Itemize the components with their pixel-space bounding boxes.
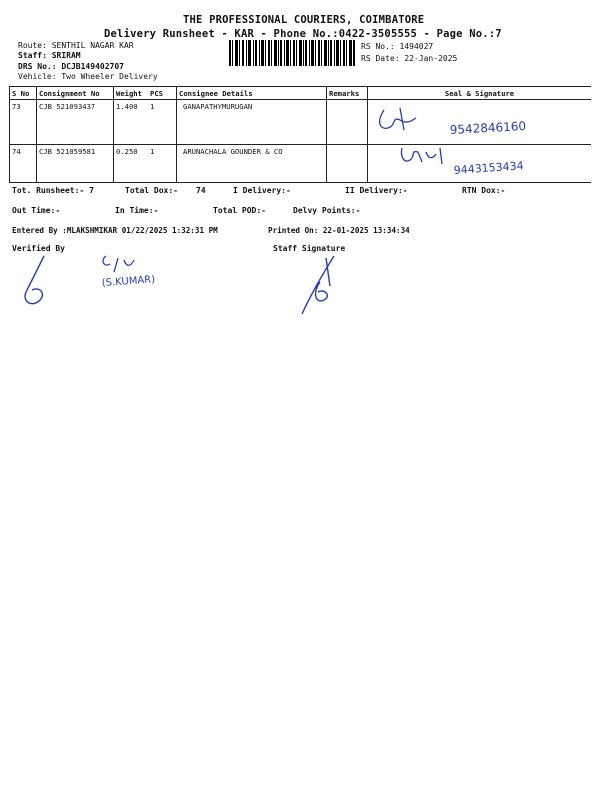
out-time: Out Time:- xyxy=(12,206,61,215)
row-remarks xyxy=(327,145,368,183)
delvy-points: Delvy Points:- xyxy=(293,206,361,215)
staff-signature-label: Staff Signature xyxy=(273,244,346,253)
col-seal: Seal & Signature xyxy=(368,87,592,100)
row-consignee: ARUNACHALA GOUNDER & CO xyxy=(177,145,327,183)
row-pcs: 1 xyxy=(148,145,177,183)
handwritten-signatures xyxy=(370,100,590,180)
tot-runsheet: Tot. Runsheet:- 7 xyxy=(12,186,94,195)
col-pcs: PCS xyxy=(148,87,177,100)
col-sno: S No xyxy=(10,87,37,100)
row-consignee: GANAPATHYMURUGAN xyxy=(177,100,327,145)
rs-date: RS Date: 22-Jan-2025 xyxy=(361,54,458,63)
row-weight: 0.250 xyxy=(114,145,149,183)
row-pcs: 1 xyxy=(148,100,177,145)
barcode-image xyxy=(229,40,355,66)
verified-by-label: Verified By xyxy=(12,244,65,253)
total-dox-label: Total Dox:- xyxy=(125,186,178,195)
verifier-name-note: (S.KUMAR) xyxy=(101,274,156,289)
printed-on: Printed On: 22-01-2025 13:34:34 xyxy=(268,226,410,235)
company-title: THE PROFESSIONAL COURIERS, COIMBATORE xyxy=(183,14,425,26)
ii-delivery: II Delivery:- xyxy=(345,186,408,195)
total-pod: Total POD:- xyxy=(213,206,266,215)
col-remarks: Remarks xyxy=(327,87,368,100)
staff-text: Staff: SRIRAM xyxy=(18,51,81,60)
row-remarks xyxy=(327,100,368,145)
staff-signature-ink xyxy=(290,252,370,322)
col-consignment: Consignment No xyxy=(37,87,114,100)
total-dox-value: 74 xyxy=(196,186,206,195)
route-text: Route: SENTHIL NAGAR KAR xyxy=(18,41,134,50)
col-consignee: Consignee Details xyxy=(177,87,327,100)
i-delivery: I Delivery:- xyxy=(233,186,291,195)
table-header-row xyxy=(10,87,592,100)
col-weight: Weight xyxy=(114,87,149,100)
verifier-signature xyxy=(10,250,210,320)
row-weight: 1.400 xyxy=(114,100,149,145)
row-consignment: CJB 521059581 xyxy=(37,145,114,183)
row-sno: 73 xyxy=(10,100,37,145)
in-time: In Time:- xyxy=(115,206,159,215)
drs-number: DRS No.: DCJB149402707 xyxy=(18,62,124,71)
row-consignment: CJB 521093437 xyxy=(37,100,114,145)
runsheet-subtitle: Delivery Runsheet - KAR - Phone No.:0422-3505555 - Page No.:7 xyxy=(104,28,502,40)
rs-number: RS No.: 1494027 xyxy=(361,42,434,51)
seal-note-row2: 9443153434 xyxy=(453,159,525,177)
row-sno: 74 xyxy=(10,145,37,183)
seal-note-row1: 9542846160 xyxy=(449,119,527,137)
vehicle-text: Vehicle: Two Wheeler Delivery xyxy=(18,72,158,81)
rtn-dox: RTN Dox:- xyxy=(462,186,506,195)
entered-by: Entered By :MLAKSHMIKAR 01/22/2025 1:32:31 PM xyxy=(12,226,218,235)
